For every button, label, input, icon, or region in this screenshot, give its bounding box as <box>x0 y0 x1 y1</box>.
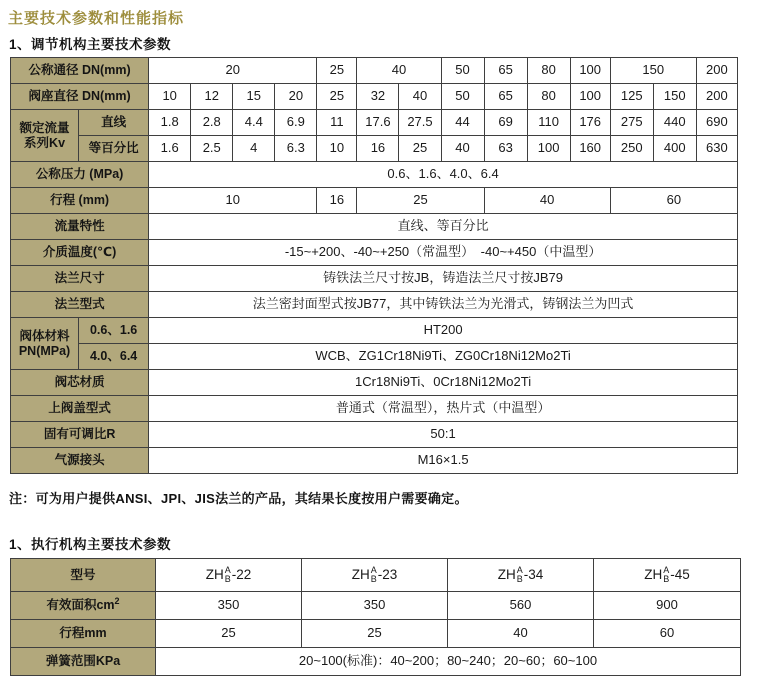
kv-linear-value: 6.9 <box>275 110 317 136</box>
model-variant-stack <box>517 566 523 585</box>
kv-linear-value: 690 <box>696 110 737 136</box>
model-designation <box>498 566 544 585</box>
actuator-stroke-label: 行程mm <box>11 620 156 648</box>
seat-diameter-value: 25 <box>317 84 357 110</box>
kv-linear-value: 275 <box>610 110 653 136</box>
model-value <box>156 559 302 592</box>
model-suffix: -23 <box>377 567 398 583</box>
bonnet-type-value: 普通式（常温型），热片式（中温型） <box>149 396 738 422</box>
model-suffix: -45 <box>670 567 690 583</box>
kv-equal-value: 630 <box>696 136 737 162</box>
section-1-heading: 1、调节机构主要技术参数 <box>9 37 172 52</box>
kv-equal-value: 10 <box>317 136 357 162</box>
kv-equal-value: 40 <box>441 136 484 162</box>
kv-linear-value: 69 <box>484 110 527 136</box>
seat-diameter-value: 12 <box>191 84 233 110</box>
seat-diameter-value: 10 <box>149 84 191 110</box>
flange-type-value: 法兰密封面型式按JB77，其中铸铁法兰为光滑式，铸钢法兰为凹式 <box>149 292 738 318</box>
kv-equal-value: 25 <box>399 136 441 162</box>
row-spring-range <box>11 648 741 676</box>
nominal-diameter-value: 100 <box>570 58 610 84</box>
model-prefix: ZH <box>205 567 224 583</box>
stroke-value: 10 <box>149 188 317 214</box>
kv-linear-value: 11 <box>317 110 357 136</box>
model-prefix: ZH <box>351 567 370 583</box>
stroke-value: 40 <box>484 188 610 214</box>
row-rangeability <box>11 422 738 448</box>
flange-size-label: 法兰尺寸 <box>11 266 149 292</box>
spring-range-label: 弹簧范围KPa <box>11 648 156 676</box>
stroke-value: 16 <box>317 188 357 214</box>
kv-equal-value: 4 <box>233 136 275 162</box>
model-prefix: ZH <box>497 567 516 583</box>
row-model <box>11 559 741 592</box>
kv-series-label <box>11 110 79 162</box>
model-value <box>302 559 448 592</box>
kv-linear-value: 4.4 <box>233 110 275 136</box>
nominal-diameter-label: 公称通径 DN(mm) <box>11 58 149 84</box>
model-designation <box>352 566 398 585</box>
model-variant-stack <box>371 566 377 585</box>
nominal-diameter-value: 200 <box>696 58 737 84</box>
kv-linear-value: 440 <box>653 110 696 136</box>
flange-type-label: 法兰型式 <box>11 292 149 318</box>
seat-diameter-value: 100 <box>570 84 610 110</box>
row-stroke <box>11 188 738 214</box>
model-suffix: -34 <box>523 567 544 583</box>
model-variant-top: A <box>516 564 523 575</box>
kv-series-label-line2: 系列Kv <box>24 135 66 150</box>
nominal-pressure-label: 公称压力 (MPa) <box>11 162 149 188</box>
actuator-stroke-value: 25 <box>156 620 302 648</box>
row-nominal-pressure <box>11 162 738 188</box>
kv-equal-value: 16 <box>357 136 399 162</box>
row-body-material-pn2 <box>11 344 738 370</box>
footnote: 注：可为用户提供ANSI、JPI、JIS法兰的产品，其结果长度按用户需要确定。 <box>9 491 468 506</box>
row-nominal-diameter <box>11 58 738 84</box>
effective-area-value: 350 <box>302 592 448 620</box>
nominal-diameter-value: 20 <box>149 58 317 84</box>
row-flange-type <box>11 292 738 318</box>
seat-diameter-value: 32 <box>357 84 399 110</box>
spring-range-value: 20~100(标准)：40~200；80~240；20~60；60~100 <box>156 648 741 676</box>
row-kv-equal <box>11 136 738 162</box>
row-air-connection <box>11 448 738 474</box>
kv-equal-value: 100 <box>527 136 570 162</box>
stroke-value: 25 <box>357 188 484 214</box>
model-designation <box>206 566 252 585</box>
seat-diameter-value: 40 <box>399 84 441 110</box>
kv-equal-label: 等百分比 <box>79 136 149 162</box>
body-material-label <box>11 318 79 370</box>
body-material-pn1-label: 0.6、1.6 <box>79 318 149 344</box>
nominal-diameter-value: 40 <box>357 58 441 84</box>
row-seat-diameter <box>11 84 738 110</box>
air-connection-value: M16×1.5 <box>149 448 738 474</box>
regulator-spec-table <box>10 57 738 474</box>
kv-linear-label: 直线 <box>79 110 149 136</box>
kv-equal-value: 63 <box>484 136 527 162</box>
rangeability-label: 固有可调比R <box>11 422 149 448</box>
medium-temperature-label: 介质温度(℃) <box>11 240 149 266</box>
seat-diameter-value: 80 <box>527 84 570 110</box>
nominal-pressure-value: 0.6、1.6、4.0、6.4 <box>149 162 738 188</box>
rangeability-value: 50:1 <box>149 422 738 448</box>
kv-linear-value: 176 <box>570 110 610 136</box>
model-variant-top: A <box>370 564 377 575</box>
row-actuator-stroke <box>11 620 741 648</box>
effective-area-label-sup: 2 <box>114 596 120 607</box>
model-designation <box>644 566 690 585</box>
body-material-label-line2: PN(MPa) <box>18 343 71 358</box>
actuator-stroke-value: 25 <box>302 620 448 648</box>
nominal-diameter-value: 80 <box>527 58 570 84</box>
model-label: 型号 <box>11 559 156 592</box>
stroke-value: 60 <box>610 188 737 214</box>
nominal-diameter-value: 150 <box>610 58 696 84</box>
model-variant-bottom: B <box>370 574 377 584</box>
model-value <box>594 559 741 592</box>
row-bonnet-type <box>11 396 738 422</box>
kv-linear-value: 2.8 <box>191 110 233 136</box>
model-variant-bottom: B <box>224 574 231 584</box>
seat-diameter-value: 20 <box>275 84 317 110</box>
flow-characteristic-label: 流量特性 <box>11 214 149 240</box>
nominal-diameter-value: 50 <box>441 58 484 84</box>
seat-diameter-value: 125 <box>610 84 653 110</box>
model-value <box>448 559 594 592</box>
seat-diameter-value: 150 <box>653 84 696 110</box>
stroke-label: 行程 (mm) <box>11 188 149 214</box>
seat-diameter-value: 65 <box>484 84 527 110</box>
actuator-stroke-value: 40 <box>448 620 594 648</box>
row-plug-material <box>11 370 738 396</box>
effective-area-value: 560 <box>448 592 594 620</box>
page-title: 主要技术参数和性能指标 <box>8 10 185 27</box>
flange-size-value: 铸铁法兰尺寸按JB，铸造法兰尺寸按JB79 <box>149 266 738 292</box>
body-material-pn1-value: HT200 <box>149 318 738 344</box>
row-flange-size <box>11 266 738 292</box>
kv-series-label-line1: 额定流量 <box>19 121 70 136</box>
effective-area-label <box>11 592 156 620</box>
bonnet-type-label: 上阀盖型式 <box>11 396 149 422</box>
seat-diameter-value: 50 <box>441 84 484 110</box>
plug-material-label: 阀芯材质 <box>11 370 149 396</box>
kv-equal-value: 400 <box>653 136 696 162</box>
model-prefix: ZH <box>644 567 663 583</box>
model-variant-top: A <box>663 564 670 575</box>
effective-area-value: 900 <box>594 592 741 620</box>
seat-diameter-value: 15 <box>233 84 275 110</box>
seat-diameter-value: 200 <box>696 84 737 110</box>
kv-linear-value: 17.6 <box>357 110 399 136</box>
row-effective-area <box>11 592 741 620</box>
row-medium-temperature <box>11 240 738 266</box>
row-flow-characteristic <box>11 214 738 240</box>
body-material-pn2-value: WCB、ZG1Cr18Ni9Ti、ZG0Cr18Ni12Mo2Ti <box>149 344 738 370</box>
kv-equal-value: 2.5 <box>191 136 233 162</box>
kv-linear-value: 1.8 <box>149 110 191 136</box>
effective-area-value: 350 <box>156 592 302 620</box>
kv-linear-value: 44 <box>441 110 484 136</box>
nominal-diameter-value: 65 <box>484 58 527 84</box>
model-suffix: -22 <box>231 567 252 583</box>
actuator-stroke-value: 60 <box>594 620 741 648</box>
kv-equal-value: 6.3 <box>275 136 317 162</box>
row-body-material-pn1 <box>11 318 738 344</box>
medium-temperature-value: -15~+200、-40~+250（常温型） -40~+450（中温型） <box>149 240 738 266</box>
effective-area-label-text: 有效面积cm <box>46 598 115 613</box>
section-2-heading: 1、执行机构主要技术参数 <box>9 537 172 552</box>
nominal-diameter-value: 25 <box>317 58 357 84</box>
plug-material-value: 1Cr18Ni9Ti、0Cr18Ni12Mo2Ti <box>149 370 738 396</box>
model-variant-bottom: B <box>516 574 523 584</box>
body-material-label-line1: 阀体材料 <box>19 329 70 344</box>
row-kv-linear <box>11 110 738 136</box>
model-variant-stack <box>225 566 231 585</box>
model-variant-bottom: B <box>663 574 670 584</box>
flow-characteristic-value: 直线、等百分比 <box>149 214 738 240</box>
actuator-spec-table <box>10 558 741 676</box>
kv-equal-value: 1.6 <box>149 136 191 162</box>
model-variant-top: A <box>224 564 231 575</box>
kv-equal-value: 160 <box>570 136 610 162</box>
seat-diameter-label: 阀座直径 DN(mm) <box>11 84 149 110</box>
kv-equal-value: 250 <box>610 136 653 162</box>
kv-linear-value: 27.5 <box>399 110 441 136</box>
kv-linear-value: 110 <box>527 110 570 136</box>
body-material-pn2-label: 4.0、6.4 <box>79 344 149 370</box>
model-variant-stack <box>663 566 669 585</box>
air-connection-label: 气源接头 <box>11 448 149 474</box>
